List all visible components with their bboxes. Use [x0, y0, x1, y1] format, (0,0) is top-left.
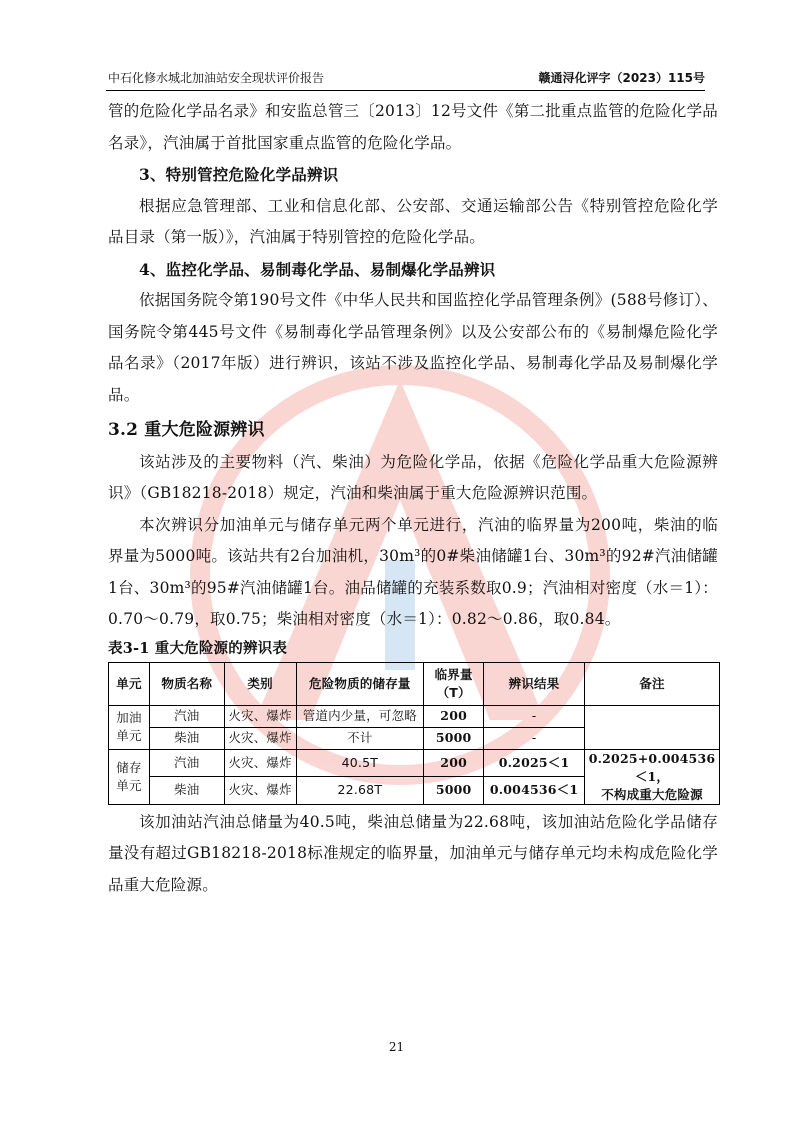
table-header-row: [109, 662, 720, 705]
table-cell-empty: [584, 705, 719, 749]
table-cell: 火灾、爆炸: [224, 777, 296, 805]
page-number: 21: [388, 1040, 405, 1054]
paragraph-key-supervised: 管的危险化学品名录》和安监总管三〔2013〕12号文件《第二批重点监管的危险化学品名录》，汽油属于首批国家重点监管的危险化学品。: [108, 102, 718, 152]
table-cell: 200: [424, 749, 484, 777]
table-cell: 不计: [296, 727, 424, 749]
header-cell: 临界量（T）: [424, 662, 484, 705]
table-row: [109, 705, 720, 727]
table-cell: 5000: [424, 727, 484, 749]
remark-line: 0.2025+0.004536＜1，: [588, 750, 716, 784]
header-cell: 物质名称: [149, 662, 224, 705]
header-report-title: 中石化修水城北加油站安全现状评价报告: [108, 71, 325, 85]
table-cell: 火灾、爆炸: [224, 749, 296, 777]
header-report-number: 赣通浔化评字（2023）115号: [538, 71, 705, 85]
table-cell: 汽油: [149, 705, 224, 727]
paragraph-conclusion: 该加油站汽油总储量为40.5吨，柴油总储量为22.68吨，该加油站危险化学品储存量没有超过GB18218-2018标准规定的临界量，加油单元与储存单元均未构成危险化学品重大危险源。: [108, 812, 718, 894]
unit-cell-storage: [109, 749, 150, 804]
remark-cell: [584, 749, 719, 804]
table-cell: 柴油: [149, 727, 224, 749]
paragraph-monitored-chemicals: 依据国务院令第190号文件《中华人民共和国监控化学品管理条例》(588号修订）、国务院令第445号文件《易制毒化学品管理条例》以及公安部公布的《易制爆危险化学品名录》（2017年版）进行辨识，该站不涉及监控化学品、易制毒化学品及易制爆化学品。: [108, 291, 718, 404]
unit-label: 单元: [116, 728, 142, 743]
paragraph-hazard-method: 本次辨识分加油单元与储存单元两个单元进行，汽油的临界量为200吨，柴油的临界量为5000吨。该站共有2台加油机，30m³的0#柴油储罐1台、30m³的92#汽油储罐1台、30m³的95#汽油储罐1台。油品储罐的充装系数取0.9；汽油相对密度（水＝1）：0.70～0.79，取0.75；柴油相对密度（水＝1）：0.82～0.86，取0.84。: [108, 515, 718, 628]
table-cell: 0.004536＜1: [484, 777, 585, 805]
table-cell: 40.5T: [296, 749, 424, 777]
table-cell: 22.68T: [296, 777, 424, 805]
header-cell: 辨识结果: [484, 662, 585, 705]
major-hazard-table: [108, 662, 720, 805]
table-caption: 表3-1 重大危险源的辨识表: [108, 639, 288, 657]
header-cell: 备注: [584, 662, 719, 705]
table-cell: -: [484, 727, 585, 749]
header-cell: 单元: [109, 662, 150, 705]
document-body: [108, 96, 718, 901]
paragraph-special-control: 根据应急管理部、工业和信息化部、公安部、交通运输部公告《特别管控危险化学品目录（第一版）》，汽油属于特别管控的危险化学品。: [108, 196, 718, 246]
page-header: [106, 68, 705, 91]
unit-label: 加油: [116, 710, 142, 725]
header-cell: 危险物质的储存量: [296, 662, 424, 705]
unit-label: 单元: [116, 777, 142, 793]
table-cell: 0.2025＜1: [484, 749, 585, 777]
header-cell: 类别: [224, 662, 296, 705]
heading-special-control: 3、特别管控危险化学品辨识: [139, 165, 339, 184]
table-cell: 5000: [424, 777, 484, 805]
table-cell: 柴油: [149, 777, 224, 805]
unit-label: 储存: [116, 759, 142, 775]
table-cell: 汽油: [149, 749, 224, 777]
table-cell: 200: [424, 705, 484, 727]
section-heading-major-hazard: 3.2 重大危险源辨识: [108, 420, 265, 440]
heading-monitored-chemicals: 4、监控化学品、易制毒化学品、易制爆化学品辨识: [139, 259, 496, 279]
table-cell: 管道内少量，可忽略: [296, 705, 424, 727]
unit-cell-fueling: [109, 705, 150, 749]
table-cell: -: [484, 705, 585, 727]
table-cell: 火灾、爆炸: [224, 727, 296, 749]
table-row: [109, 749, 720, 777]
table-cell: 火灾、爆炸: [224, 705, 296, 727]
remark-line: 不构成重大危险源: [601, 786, 703, 802]
paragraph-hazard-scope: 该站涉及的主要物料（汽、柴油）为危险化学品，依据《危险化学品重大危险源辨识》（GB18218-2018）规定，汽油和柴油属于重大危险源辨识范围。: [108, 452, 718, 502]
